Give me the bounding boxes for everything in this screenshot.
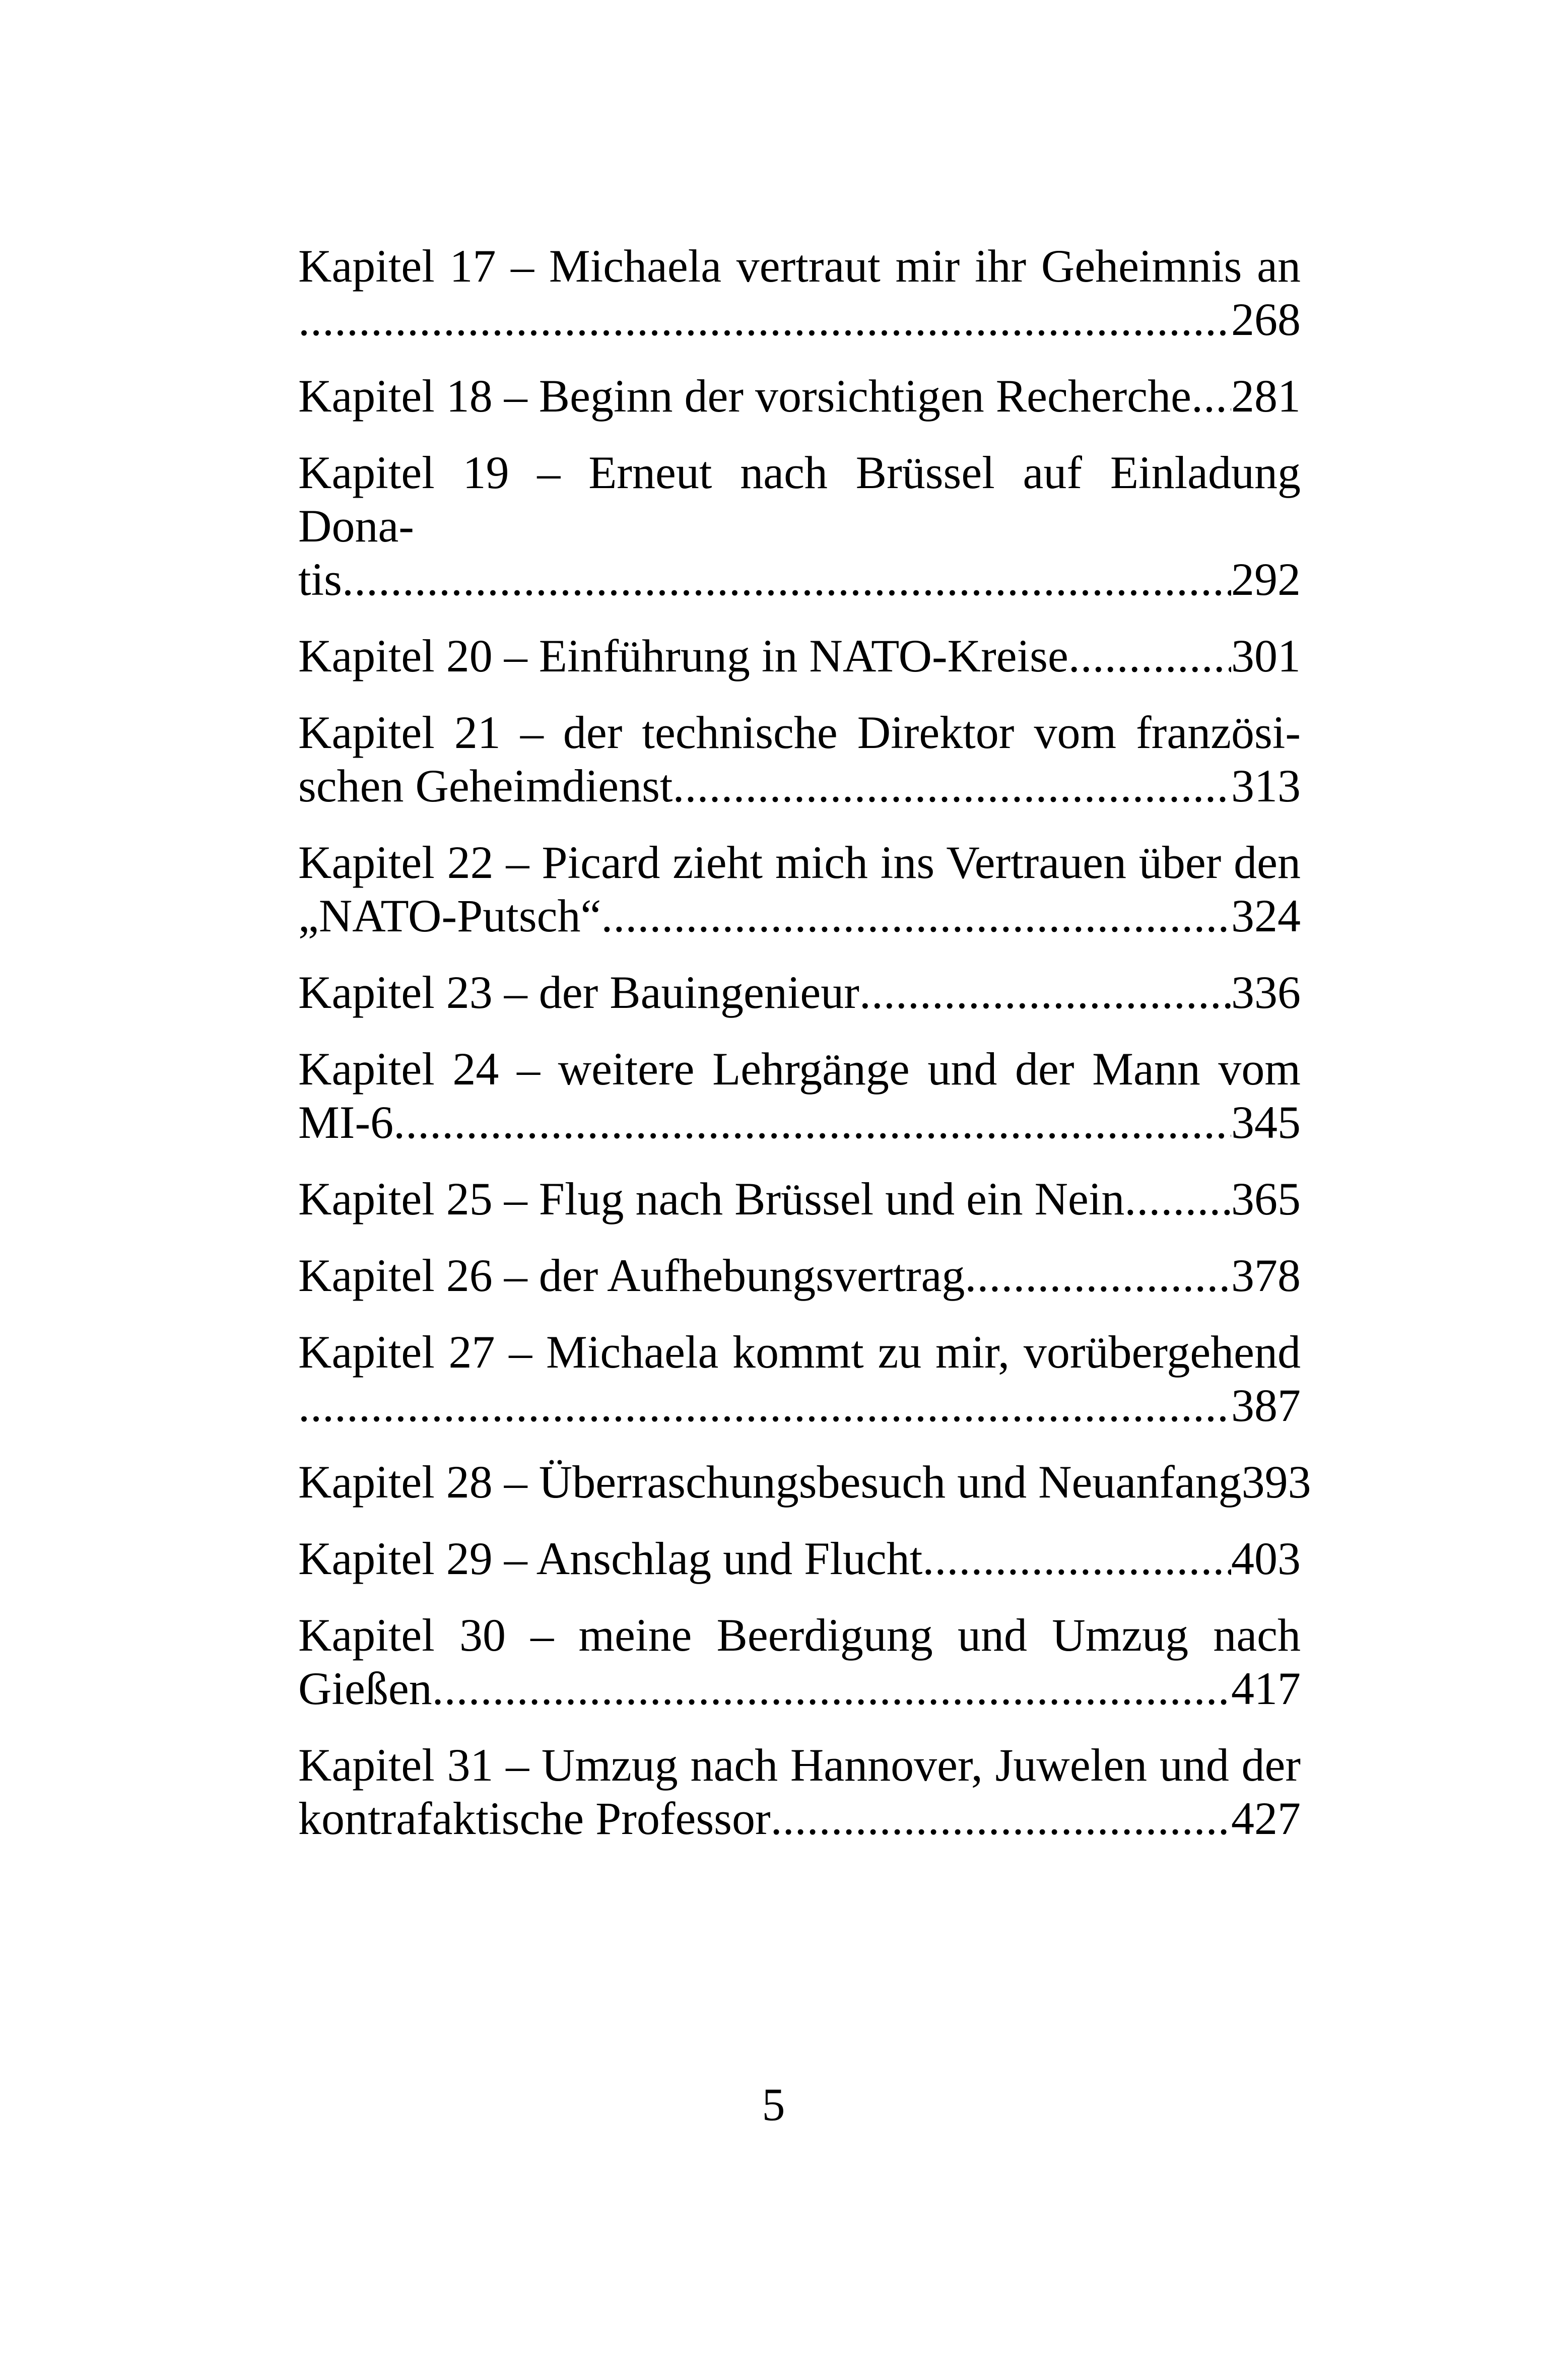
toc-entry-leader-line bbox=[298, 369, 1301, 423]
toc-entry-title: Kapitel 29 – Anschlag und Flucht bbox=[298, 1533, 923, 1584]
toc-entry-leader-line bbox=[298, 553, 1301, 606]
toc-entry-page-number: 403 bbox=[1231, 1533, 1301, 1584]
toc-entry-page-number: 268 bbox=[1231, 294, 1301, 345]
toc-entry-leader-line bbox=[298, 1662, 1301, 1715]
toc-entry-page-number: 301 bbox=[1231, 630, 1301, 682]
dot-leader bbox=[771, 1792, 1231, 1845]
toc-entry-page-number: 365 bbox=[1231, 1173, 1301, 1225]
toc-entry-leader-line bbox=[298, 1379, 1301, 1432]
toc-entry-title-line: Kapitel 31 – Umzug nach Hannover, Juwelen und der bbox=[298, 1739, 1301, 1791]
toc-entry-leader-line bbox=[298, 1792, 1301, 1845]
toc-entry-kapitel-21[interactable] bbox=[298, 706, 1301, 812]
dot-leader bbox=[393, 1096, 1231, 1149]
dot-leader bbox=[1191, 369, 1231, 423]
toc-entry-kapitel-18[interactable] bbox=[298, 369, 1301, 423]
dot-leader bbox=[965, 1249, 1231, 1302]
toc-entry-page-number: 281 bbox=[1231, 370, 1301, 422]
toc-entry-title-line: Kapitel 21 – der technische Direktor vom französi- bbox=[298, 707, 1301, 758]
toc-entry-title-tail: „NATO-Putsch“ bbox=[298, 890, 601, 941]
toc-entry-title-line: Kapitel 27 – Michaela kommt zu mir, vorübergehend bbox=[298, 1326, 1301, 1378]
toc-entry-page-number: 345 bbox=[1231, 1097, 1301, 1148]
dot-leader bbox=[672, 759, 1231, 812]
toc-entry-leader-line bbox=[298, 1249, 1301, 1302]
dot-leader bbox=[298, 293, 1231, 346]
toc-entry-kapitel-19[interactable] bbox=[298, 446, 1301, 606]
toc-entry-title: Kapitel 28 – Überraschungsbesuch und Neuanfang bbox=[298, 1456, 1242, 1508]
toc-entry-title-tail: tis bbox=[298, 554, 342, 605]
toc-entry-title: Kapitel 18 – Beginn der vorsichtigen Recherche bbox=[298, 370, 1191, 422]
dot-leader bbox=[601, 889, 1231, 942]
toc-entry-kapitel-29[interactable] bbox=[298, 1532, 1301, 1585]
toc-entry-kapitel-24[interactable] bbox=[298, 1042, 1301, 1149]
dot-leader bbox=[859, 966, 1231, 1019]
dot-leader bbox=[922, 1532, 1231, 1585]
toc-entry-kapitel-25[interactable] bbox=[298, 1172, 1301, 1226]
toc-entry-leader-line bbox=[298, 889, 1301, 942]
dot-leader bbox=[298, 1379, 1231, 1432]
toc-entry-title: Kapitel 23 – der Bauingenieur bbox=[298, 967, 859, 1018]
toc-entry-kapitel-20[interactable] bbox=[298, 629, 1301, 683]
toc-entry-kapitel-23[interactable] bbox=[298, 966, 1301, 1019]
toc-entry-page-number: 378 bbox=[1231, 1250, 1301, 1301]
toc-entry-page-number: 324 bbox=[1231, 890, 1301, 941]
toc-entry-leader-line bbox=[298, 1172, 1301, 1226]
toc-entry-page-number: 393 bbox=[1241, 1456, 1311, 1508]
toc-entry-title-line: Kapitel 22 – Picard zieht mich ins Vertrauen über den bbox=[298, 837, 1301, 888]
toc-entry-kapitel-30[interactable] bbox=[298, 1608, 1301, 1715]
toc-entry-page-number: 336 bbox=[1231, 967, 1301, 1018]
toc-entry-title-tail: Gießen bbox=[298, 1663, 432, 1714]
toc-entry-kapitel-22[interactable] bbox=[298, 836, 1301, 942]
page-number: 5 bbox=[762, 2079, 785, 2130]
toc-entry-leader-line bbox=[298, 629, 1301, 683]
toc-entry-title-line: Kapitel 17 – Michaela vertraut mir ihr Geheimnis an bbox=[298, 240, 1301, 292]
toc-entry-page-number: 387 bbox=[1231, 1380, 1301, 1431]
toc-entry-title-line: Kapitel 24 – weitere Lehrgänge und der Mann vom bbox=[298, 1043, 1301, 1095]
toc-entry-kapitel-28[interactable] bbox=[298, 1455, 1311, 1509]
toc-entry-page-number: 292 bbox=[1231, 554, 1301, 605]
toc-entry-kapitel-26[interactable] bbox=[298, 1249, 1301, 1302]
toc-entry-page-number: 417 bbox=[1231, 1663, 1301, 1714]
toc-entry-title-line: Kapitel 30 – meine Beerdigung und Umzug nach bbox=[298, 1609, 1301, 1661]
toc-entry-page-number: 427 bbox=[1231, 1793, 1301, 1844]
dot-leader bbox=[342, 553, 1231, 606]
table-of-contents bbox=[298, 239, 1311, 1868]
toc-entry-title: Kapitel 26 – der Aufhebungsvertrag bbox=[298, 1250, 965, 1301]
toc-entry-kapitel-31[interactable] bbox=[298, 1738, 1301, 1845]
toc-entry-kapitel-17[interactable] bbox=[298, 239, 1301, 346]
toc-entry-page-number: 313 bbox=[1231, 760, 1301, 811]
toc-entry-leader-line bbox=[298, 966, 1301, 1019]
dot-leader bbox=[432, 1662, 1231, 1715]
toc-entry-leader-line bbox=[298, 1532, 1301, 1585]
toc-entry-leader-line bbox=[298, 759, 1301, 812]
toc-entry-title-tail: schen Geheimdienst bbox=[298, 760, 673, 811]
dot-leader bbox=[1124, 1172, 1231, 1226]
toc-entry-leader-line bbox=[298, 1455, 1311, 1509]
toc-entry-title: Kapitel 20 – Einführung in NATO-Kreise bbox=[298, 630, 1068, 682]
toc-entry-leader-line bbox=[298, 293, 1301, 346]
toc-entry-title-tail: kontrafaktische Professor bbox=[298, 1793, 771, 1844]
toc-entry-kapitel-27[interactable] bbox=[298, 1325, 1301, 1432]
toc-entry-title-tail: MI-6 bbox=[298, 1097, 394, 1148]
toc-entry-leader-line bbox=[298, 1096, 1301, 1149]
toc-entry-title: Kapitel 25 – Flug nach Brüssel und ein Nein bbox=[298, 1173, 1125, 1225]
dot-leader bbox=[1068, 629, 1231, 683]
toc-entry-title-line: Kapitel 19 – Erneut nach Brüssel auf Einladung Dona- bbox=[298, 447, 1301, 552]
